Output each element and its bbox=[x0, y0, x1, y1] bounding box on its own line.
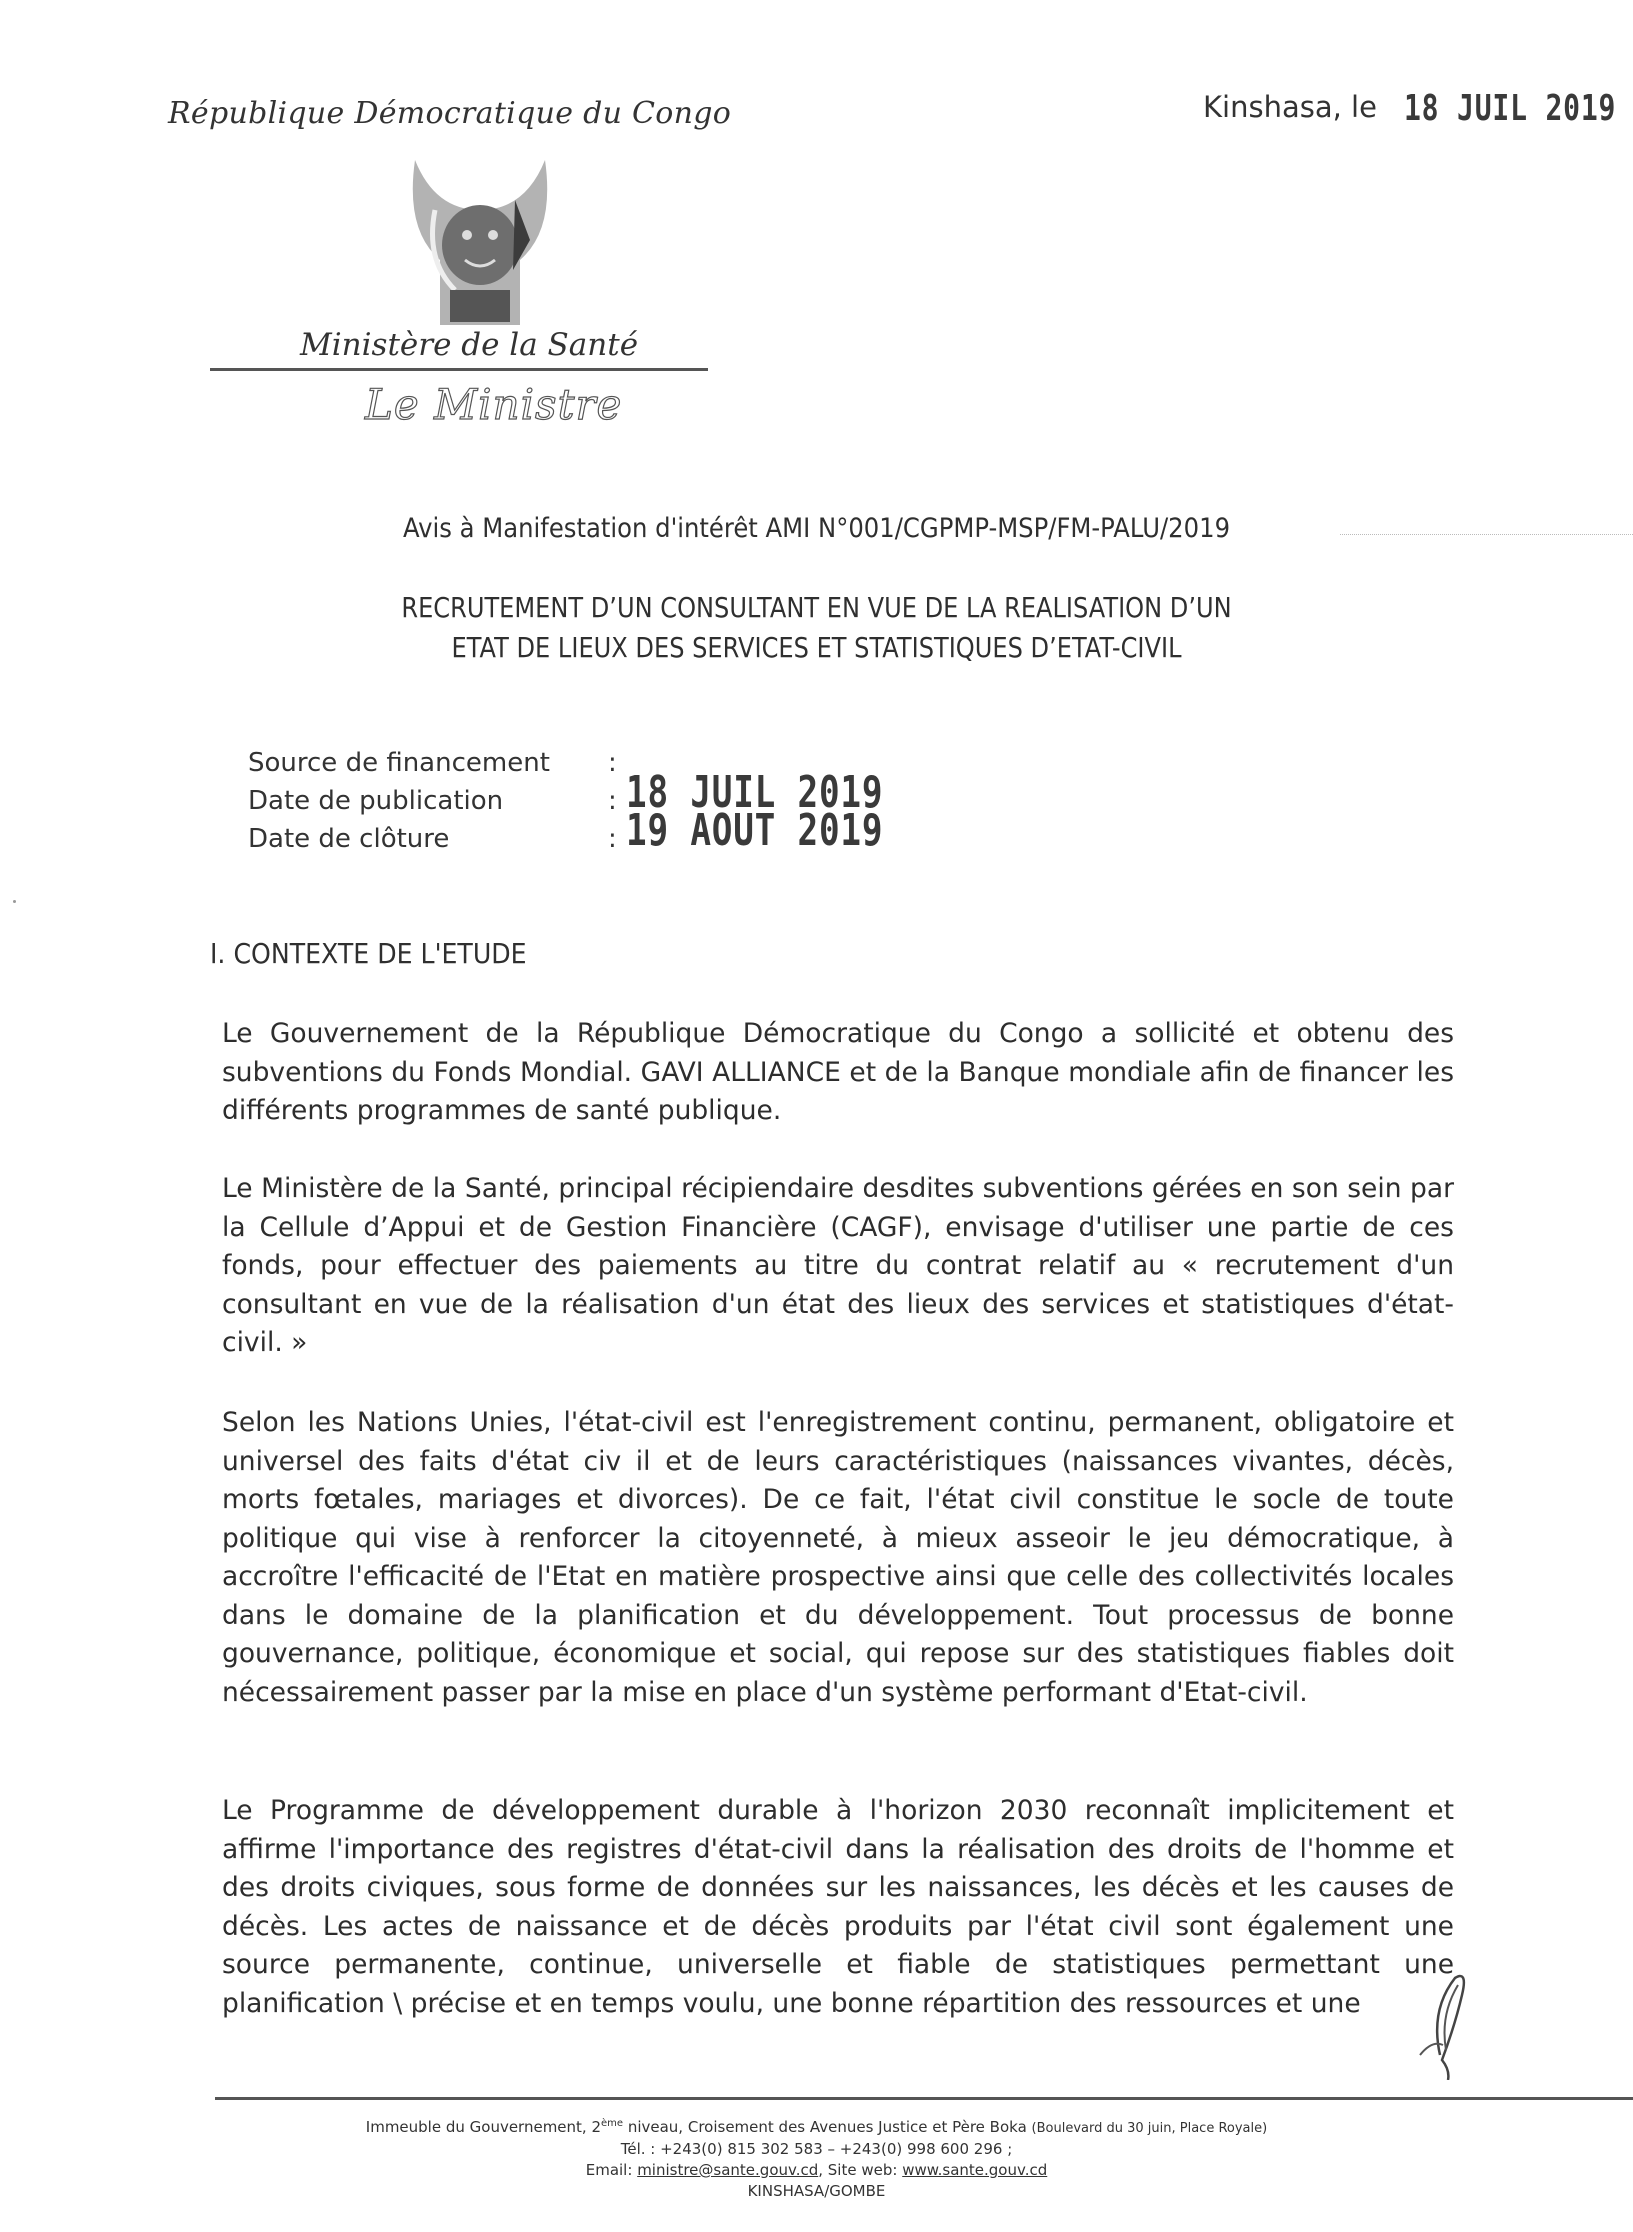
footer-divider bbox=[215, 2097, 1633, 2100]
paragraph: Selon les Nations Unies, l'état-civil est l'enregistrement continu, permanent, obligatoire et universel des faits d'état civ il et de leurs caractéristiques (naissances vivantes, décès, morts fœtales, mariages et divorces). De ce fait, l'état civil constitue le socle de toute politique qui vise à renforcer la citoyenneté, à mieux asseoir le jeu démocratique, à accroître l'efficacité de l'Etat en matière prospective ainsi que celle des collectivités locales dans le domaine de la planification et du développement. Tout processus de bonne gouvernance, politique, économique et social, qui repose sur des statistiques fiables doit nécessairement passer par la mise en place d'un système performant d'Etat-civil. bbox=[222, 1407, 1454, 1708]
paragraph: Le Programme de développement durable à l'horizon 2030 reconnaît implicitement et affirme l'importance des registres d'état-civil dans la réalisation des droits de l'homme et des droits civiques, sous forme de données sur les naissances, les décès et les causes de décès. Les actes de naissance et de décès produits par l'état civil sont également une source permanente, continue, universelle et fiable de statistiques permettant une planification \ précise et en temps voulu, une bonne répartition des ressources et une bbox=[222, 1795, 1454, 2019]
info-label: Date de clôture bbox=[248, 824, 450, 854]
section-heading: I. CONTEXTE DE L'ETUDE bbox=[210, 937, 527, 970]
paragraph: Le Ministère de la Santé, principal récipiendaire desdites subventions gérées en son sein par la Cellule d’Appui et de Gestion Financière (CAGF), envisage d'utiliser une partie de ces fonds, pour effectuer des paiements au titre du contrat relatif au « recrutement d'un consultant en vue de la réalisation d'un état des lieux des services et statistiques d'état-civil. » bbox=[222, 1173, 1454, 1358]
notice-title-line2: ETAT DE LIEUX DES SERVICES ET STATISTIQUES D’ETAT-CIVIL bbox=[451, 631, 1182, 664]
closing-date-stamp: 19 AOUT 2019 bbox=[626, 805, 884, 856]
coat-of-arms-icon bbox=[395, 150, 565, 325]
email-link[interactable]: ministre@sante.gouv.cd bbox=[637, 2161, 819, 2179]
notice-title bbox=[114, 588, 1518, 668]
info-colon: : bbox=[608, 748, 617, 778]
footer-address: Immeuble du Gouvernement, 2ème niveau, Croisement des Avenues Justice et Père Boka (Boulevard du 30 juin, Place Royale) bbox=[365, 2118, 1268, 2136]
signature-initials-icon bbox=[1410, 1970, 1480, 2080]
publication-date-stamp: 18 JUIL 2019 bbox=[626, 767, 884, 818]
scan-speck bbox=[13, 900, 16, 903]
info-table bbox=[248, 744, 884, 858]
info-row-financing bbox=[248, 744, 617, 782]
notice-reference: Avis à Manifestation d'intérêt AMI N°001/CGPMP-MSP/FM-PALU/2019 bbox=[402, 513, 1231, 544]
info-colon: : bbox=[608, 786, 617, 816]
ministry-name: Ministère de la Santé bbox=[300, 327, 639, 363]
notice-title-line1: RECRUTEMENT D’UN CONSULTANT EN VUE DE LA REALISATION D’UN bbox=[401, 591, 1232, 624]
ministry-divider bbox=[210, 368, 708, 371]
website-link[interactable]: www.sante.gouv.cd bbox=[902, 2161, 1048, 2179]
info-label: Date de publication bbox=[248, 786, 504, 816]
info-row-publication bbox=[248, 767, 884, 820]
date-stamp: 18 JUIL 2019 bbox=[1404, 88, 1617, 129]
info-row-closing bbox=[248, 805, 884, 858]
scan-artifact-line bbox=[1340, 534, 1633, 535]
footer-contact: Email: ministre@sante.gouv.cd, Site web: www.sante.gouv.cd bbox=[585, 2161, 1048, 2179]
info-colon: : bbox=[608, 824, 617, 854]
paragraph: Le Gouvernement de la République Démocratique du Congo a sollicité et obtenu des subventions du Fonds Mondial. GAVI ALLIANCE et de la Banque mondiale afin de financer les différents programmes de santé publique. bbox=[222, 1018, 1454, 1126]
place-prefix: Kinshasa, le bbox=[1203, 90, 1377, 124]
footer bbox=[0, 2113, 1633, 2202]
country-name: République Démocratique du Congo bbox=[168, 96, 732, 131]
info-label: Source de financement bbox=[248, 748, 550, 778]
footer-phone: Tél. : +243(0) 815 302 583 – +243(0) 998 600 296 ; bbox=[620, 2140, 1013, 2158]
place-date bbox=[1203, 88, 1633, 129]
minister-title: Le Ministre bbox=[365, 380, 623, 429]
footer-city: KINSHASA/GOMBE bbox=[747, 2182, 886, 2200]
